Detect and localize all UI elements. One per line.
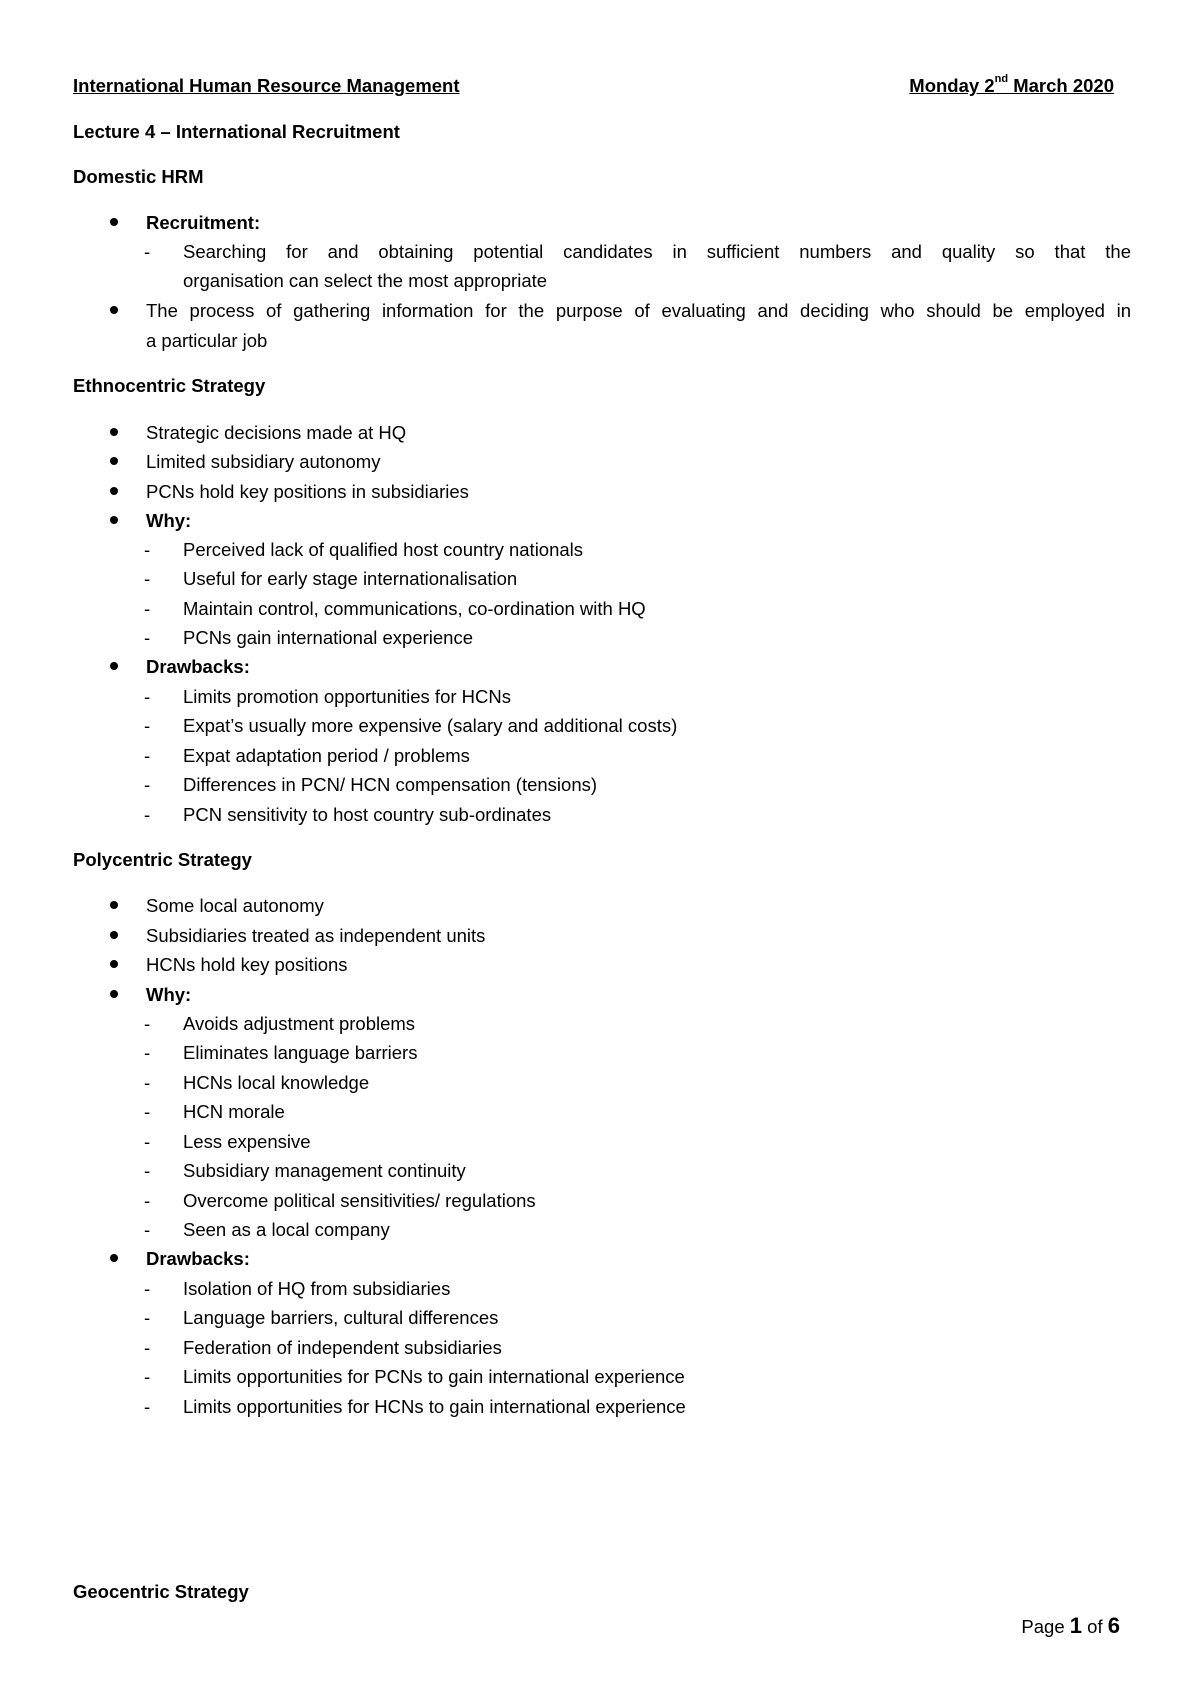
list-item: Overcome political sensitivities/ regulations — [183, 1190, 536, 1211]
list-item: Limits opportunities for HCNs to gain international experience — [183, 1396, 686, 1417]
dash-icon: - — [144, 1396, 151, 1417]
dash-icon: - — [144, 774, 151, 795]
recruitment-line-1: Searching for and obtaining potential candidates in sufficient numbers and quality so that the — [183, 241, 1131, 262]
bullet-icon — [110, 960, 118, 968]
list-item: Limits opportunities for PCNs to gain international experience — [183, 1366, 685, 1387]
page-number: Page 1 of 6 — [1021, 1613, 1120, 1638]
list-item: HCNs hold key positions — [146, 954, 348, 975]
list-item: Subsidiary management continuity — [183, 1160, 466, 1181]
dash-icon: - — [144, 568, 151, 589]
bullet-icon — [110, 487, 118, 495]
course-title: International Human Resource Management — [73, 75, 460, 96]
list-item: Maintain control, communications, co-ordination with HQ — [183, 598, 646, 619]
list-item: Eliminates language barriers — [183, 1042, 418, 1063]
bullet-icon — [110, 428, 118, 436]
dash-icon: - — [144, 715, 151, 736]
dash-icon: - — [144, 1072, 151, 1093]
bullet-icon — [110, 1254, 118, 1262]
recruitment-label: Recruitment: — [146, 212, 261, 233]
dash-icon: - — [144, 1219, 151, 1240]
list-item: HCN morale — [183, 1101, 285, 1122]
list-item: PCNs gain international experience — [183, 627, 474, 648]
list-item: Differences in PCN/ HCN compensation (tensions) — [183, 774, 598, 795]
recruitment-line-2: organisation can select the most appropriate — [183, 270, 548, 291]
why-label: Why: — [146, 510, 192, 531]
list-item: Useful for early stage internationalisation — [183, 568, 518, 589]
drawbacks-label: Drawbacks: — [146, 1248, 250, 1269]
dash-icon: - — [144, 1131, 151, 1152]
list-item: Less expensive — [183, 1131, 311, 1152]
lecture-title: Lecture 4 – International Recruitment — [73, 121, 400, 142]
dash-icon: - — [144, 1013, 151, 1034]
dash-icon: - — [144, 1307, 151, 1328]
list-item: Seen as a local company — [183, 1219, 390, 1240]
list-item: Perceived lack of qualified host country nationals — [183, 539, 584, 560]
dash-icon: - — [144, 1366, 151, 1387]
bullet-icon — [110, 457, 118, 465]
dash-icon: - — [144, 539, 151, 560]
list-item: Expat’s usually more expensive (salary and additional costs) — [183, 715, 678, 736]
list-item: Some local autonomy — [146, 895, 324, 916]
list-item: PCNs hold key positions in subsidiaries — [146, 481, 469, 502]
dash-icon: - — [144, 1278, 151, 1299]
bullet-icon — [110, 901, 118, 909]
list-item: HCNs local knowledge — [183, 1072, 370, 1093]
drawbacks-label: Drawbacks: — [146, 656, 250, 677]
dash-icon: - — [144, 1042, 151, 1063]
why-label: Why: — [146, 984, 192, 1005]
dash-icon: - — [144, 627, 151, 648]
dash-icon: - — [144, 745, 151, 766]
bullet-icon — [110, 662, 118, 670]
lecture-date: Monday 2nd March 2020 — [909, 73, 1114, 96]
dash-icon: - — [144, 1160, 151, 1181]
process-line-2: a particular job — [146, 330, 268, 351]
dash-icon: - — [144, 1190, 151, 1211]
dash-icon: - — [144, 1101, 151, 1122]
dash-icon: - — [144, 241, 151, 262]
list-item: Strategic decisions made at HQ — [146, 422, 407, 443]
bullet-icon — [110, 931, 118, 939]
list-item: Federation of independent subsidiaries — [183, 1337, 502, 1358]
list-item: Avoids adjustment problems — [183, 1013, 416, 1034]
bullet-icon — [110, 218, 118, 226]
polycentric-heading: Polycentric Strategy — [73, 849, 252, 870]
domestic-heading: Domestic HRM — [73, 166, 204, 187]
list-item: Limited subsidiary autonomy — [146, 451, 381, 472]
bullet-icon — [110, 516, 118, 524]
dash-icon: - — [144, 804, 151, 825]
list-item: Isolation of HQ from subsidiaries — [183, 1278, 451, 1299]
geocentric-heading: Geocentric Strategy — [73, 1581, 249, 1602]
list-item: Subsidiaries treated as independent units — [146, 925, 486, 946]
list-item: Expat adaptation period / problems — [183, 745, 470, 766]
list-item: Limits promotion opportunities for HCNs — [183, 686, 511, 707]
bullet-icon — [110, 990, 118, 998]
bullet-icon — [110, 306, 118, 314]
dash-icon: - — [144, 686, 151, 707]
list-item: PCN sensitivity to host country sub-ordinates — [183, 804, 552, 825]
ethnocentric-heading: Ethnocentric Strategy — [73, 375, 266, 396]
dash-icon: - — [144, 598, 151, 619]
dash-icon: - — [144, 1337, 151, 1358]
list-item: Language barriers, cultural differences — [183, 1307, 499, 1328]
process-line-1: The process of gathering information for the purpose of evaluating and deciding who should be employed in — [146, 300, 1131, 321]
